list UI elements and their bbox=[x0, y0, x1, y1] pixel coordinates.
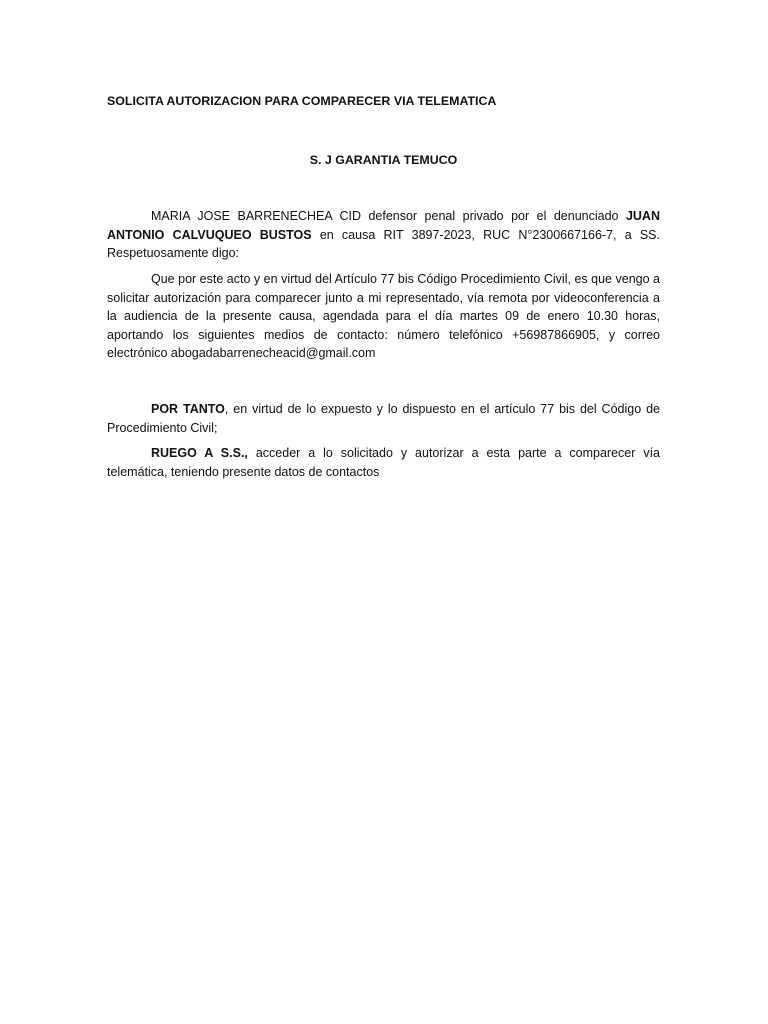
document-body bbox=[107, 92, 660, 481]
court-name: S. J GARANTIA TEMUCO bbox=[309, 152, 458, 167]
ruego-label: RUEGO A S.S., bbox=[151, 446, 248, 461]
intro-tail-text: en causa RIT 3897-2023, RUC N°2300667166-7, a SS. Respetuosamente digo: bbox=[107, 227, 660, 261]
por-tanto-text: , en virtud de lo expuesto y lo dispuesto en el artículo 77 bis del Código de Procedimiento Civil; bbox=[107, 401, 660, 435]
request-paragraph: Que por este acto y en virtud del Artículo 77 bis Código Procedimiento Civil, es que vengo a solicitar autorización para comparecer junto a mi representado, vía remota por videoconferencia a la audiencia de la presente causa, agendada para el día martes 09 de enero 10.30 horas, aportando los siguientes medios de contacto: número telefónico +56987866905, y correo electrónico abogadabarrenecheacid@gmail.com bbox=[107, 271, 660, 361]
intro-lead-text: MARIA JOSE BARRENECHEA CID defensor penal privado por el denunciado bbox=[151, 209, 626, 224]
accused-name: JUAN ANTONIO CALVUQUEO BUSTOS bbox=[107, 209, 660, 242]
intro-paragraph bbox=[107, 207, 660, 263]
ruego-text: acceder a lo solicitado y autorizar a esta parte a comparecer vía telemática, teniendo presente datos de contactos bbox=[107, 446, 660, 479]
por-tanto-paragraph bbox=[107, 400, 660, 437]
ruego-paragraph bbox=[107, 444, 660, 481]
document-title: SOLICITA AUTORIZACION PARA COMPARECER VIA TELEMATICA bbox=[107, 94, 497, 108]
por-tanto-label: POR TANTO bbox=[151, 401, 225, 416]
